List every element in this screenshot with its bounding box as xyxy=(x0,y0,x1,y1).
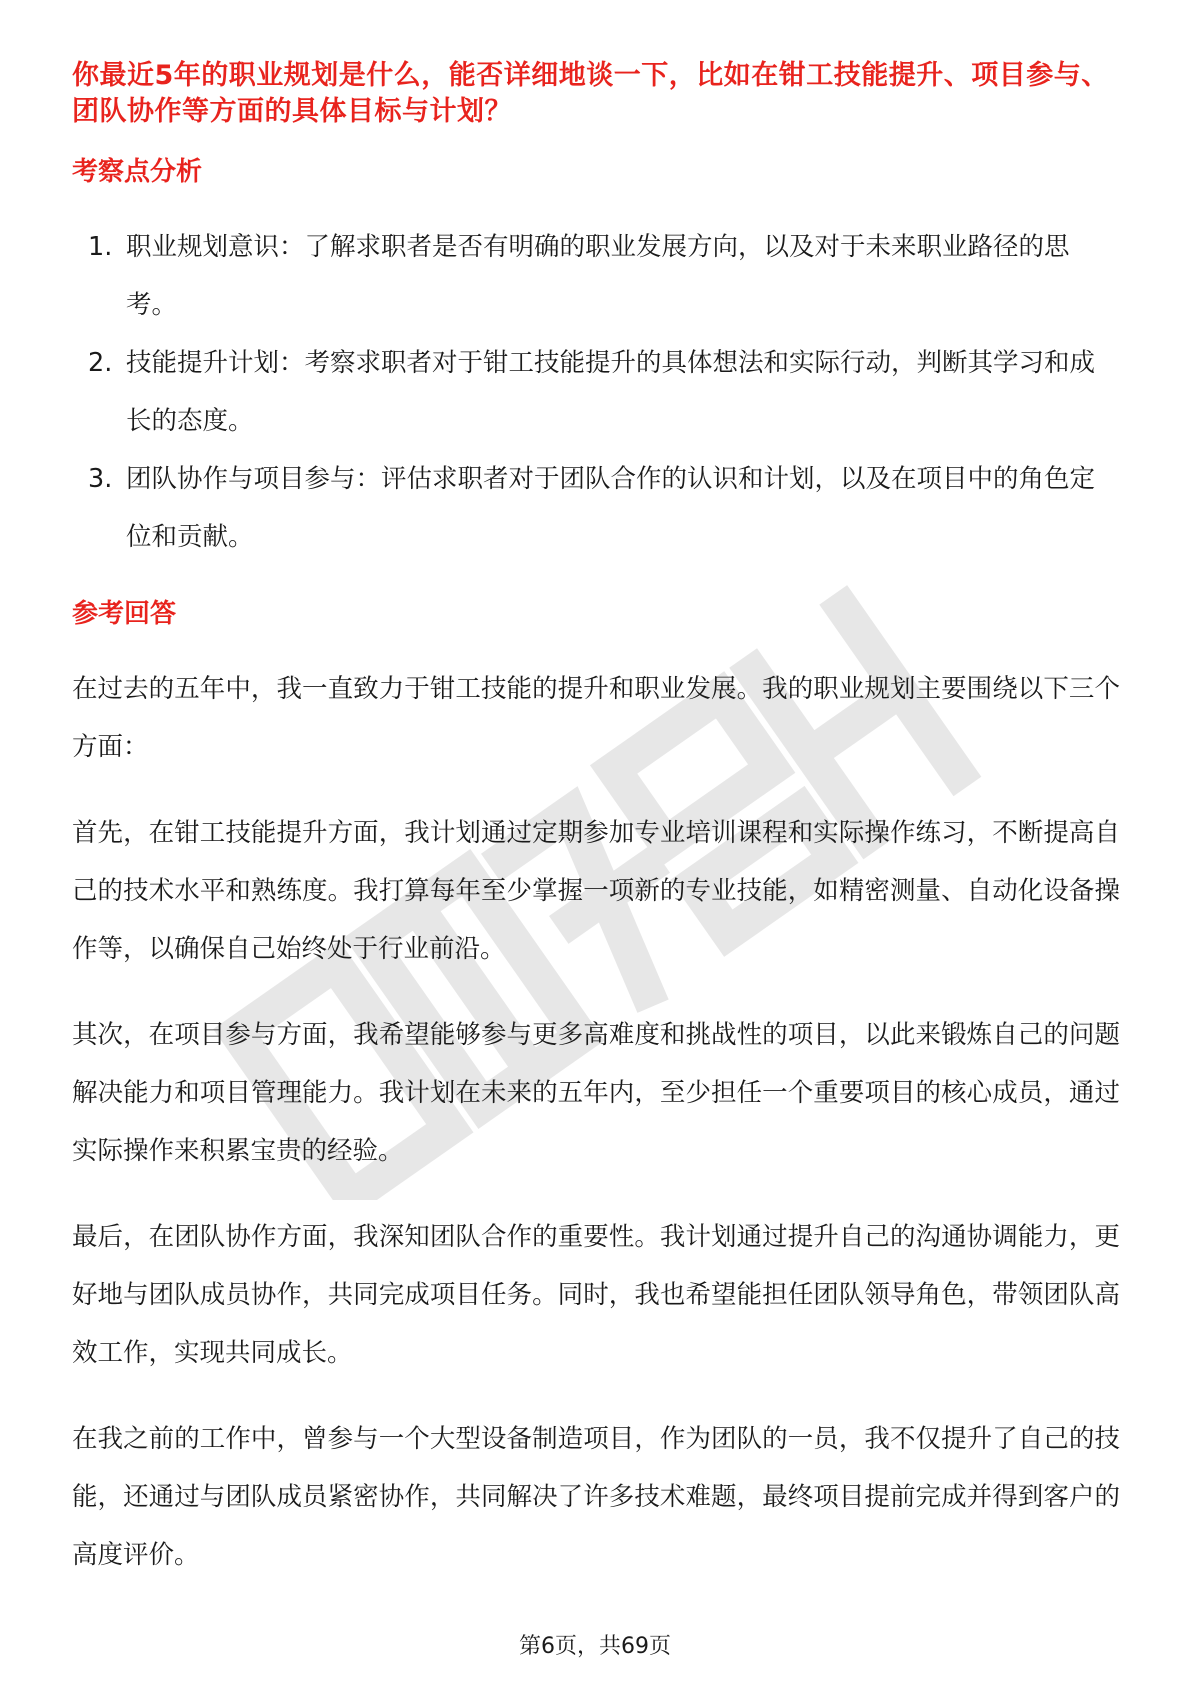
interview-question: 你最近5年的职业规划是什么，能否详细地谈一下，比如在钳工技能提升、项目参与、团队协作等方面的具体目标与计划？ xyxy=(72,60,1109,127)
analysis-item-text: 技能提升计划：考察求职者对于钳工技能提升的具体想法和实际行动，判断其学习和成长的态度。 xyxy=(126,348,1096,436)
analysis-item xyxy=(72,334,1120,450)
analysis-heading: 考察点分析 xyxy=(72,157,203,187)
analysis-item-text: 团队协作与项目参与：评估求职者对于团队合作的认识和计划，以及在项目中的角色定位和贡献。 xyxy=(126,464,1096,552)
answer-paragraph: 在过去的五年中，我一直致力于钳工技能的提升和职业发展。我的职业规划主要围绕以下三个方面： xyxy=(72,674,1120,762)
analysis-item xyxy=(72,218,1120,334)
answer-paragraph: 在我之前的工作中，曾参与一个大型设备制造项目，作为团队的一员，我不仅提升了自己的技能，还通过与团队成员紧密协作，共同解决了许多技术难题，最终项目提前完成并得到客户的高度评价。 xyxy=(72,1424,1120,1570)
answer-paragraph: 其次，在项目参与方面，我希望能够参与更多高难度和挑战性的项目，以此来锻炼自己的问题解决能力和项目管理能力。我计划在未来的五年内，至少担任一个重要项目的核心成员，通过实际操作来积累宝贵的经验。 xyxy=(72,1020,1120,1166)
analysis-item xyxy=(72,450,1120,566)
page-number: 第6页，共69页 xyxy=(519,1634,671,1659)
list-number: 2. xyxy=(88,348,113,378)
analysis-item-text: 职业规划意识：了解求职者是否有明确的职业发展方向，以及对于未来职业路径的思考。 xyxy=(126,232,1070,320)
list-number: 1. xyxy=(88,232,113,262)
analysis-list xyxy=(72,218,1120,566)
answer-heading: 参考回答 xyxy=(72,599,177,629)
document-page xyxy=(72,58,1120,1584)
answer-paragraph: 最后，在团队协作方面，我深知团队合作的重要性。我计划通过提升自己的沟通协调能力，更好地与团队成员协作，共同完成项目任务。同时，我也希望能担任团队领导角色，带领团队高效工作，实现共同成长。 xyxy=(72,1222,1120,1368)
list-number: 3. xyxy=(88,464,113,494)
answer-paragraph: 首先，在钳工技能提升方面，我计划通过定期参加专业培训课程和实际操作练习，不断提高自己的技术水平和熟练度。我打算每年至少掌握一项新的专业技能，如精密测量、自动化设备操作等，以确保自己始终处于行业前沿。 xyxy=(72,818,1120,964)
